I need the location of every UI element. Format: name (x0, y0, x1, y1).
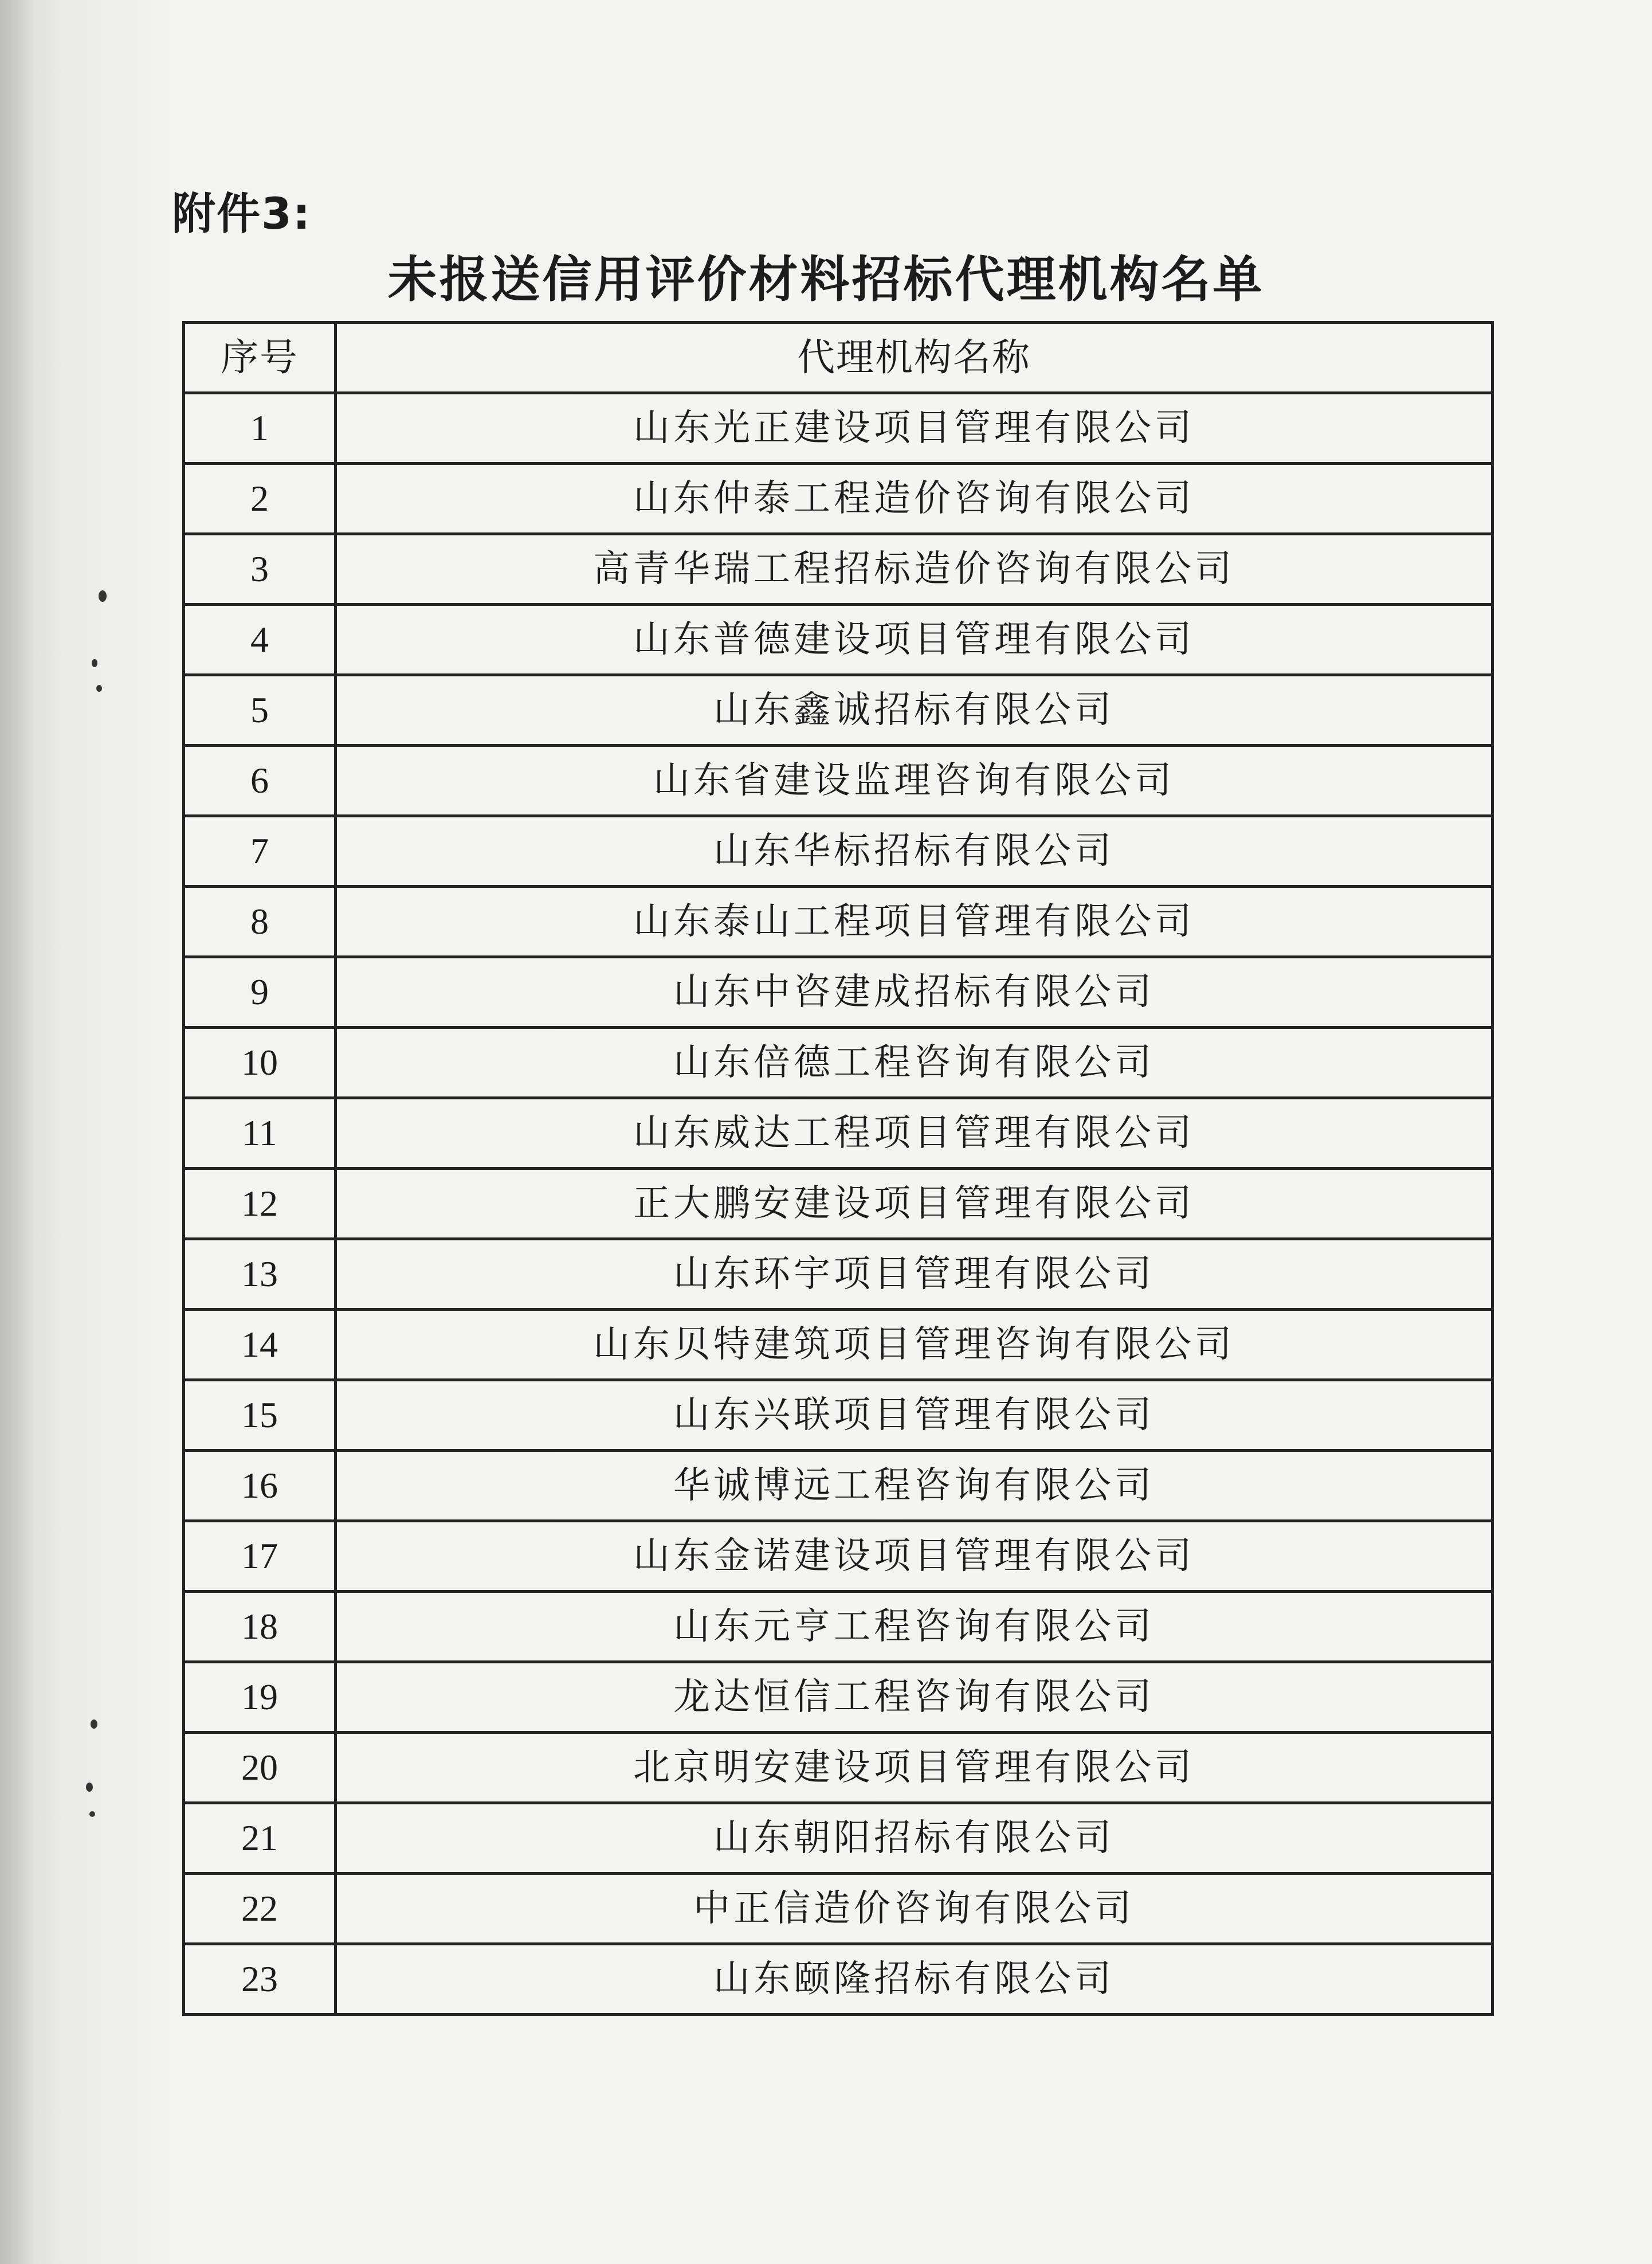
paper-speck (96, 685, 102, 692)
table-row (184, 1521, 1493, 1592)
row-index: 12 (184, 1169, 336, 1239)
table-row (184, 1944, 1493, 2015)
agency-name: 山东颐隆招标有限公司 (336, 1944, 1493, 2015)
agency-name: 山东朝阳招标有限公司 (336, 1803, 1493, 1874)
row-index: 19 (184, 1662, 336, 1733)
attachment-label: 附件3: (172, 188, 312, 239)
row-index: 6 (184, 746, 336, 816)
table-row (184, 1098, 1493, 1169)
row-index: 10 (184, 1028, 336, 1098)
table-row (184, 534, 1493, 605)
table-row (184, 1592, 1493, 1662)
agency-name: 山东省建设监理咨询有限公司 (336, 746, 1493, 816)
row-index: 3 (184, 534, 336, 605)
table-row (184, 1803, 1493, 1874)
row-index: 11 (184, 1098, 336, 1169)
agency-name: 山东光正建设项目管理有限公司 (336, 393, 1493, 464)
agency-name: 北京明安建设项目管理有限公司 (336, 1733, 1493, 1803)
row-index: 16 (184, 1451, 336, 1521)
table-row (184, 1380, 1493, 1451)
paper-speck (99, 590, 107, 602)
row-index: 18 (184, 1592, 336, 1662)
table-header-row (184, 323, 1493, 393)
header-index: 序号 (184, 323, 336, 393)
table-row (184, 1310, 1493, 1380)
row-index: 20 (184, 1733, 336, 1803)
header-agency-name: 代理机构名称 (336, 323, 1493, 393)
agency-table (182, 321, 1494, 2016)
agency-name: 山东环宇项目管理有限公司 (336, 1239, 1493, 1310)
agency-name: 高青华瑞工程招标造价咨询有限公司 (336, 534, 1493, 605)
table-row (184, 1874, 1493, 1944)
table-row (184, 816, 1493, 887)
agency-name: 山东金诺建设项目管理有限公司 (336, 1521, 1493, 1592)
agency-name: 山东威达工程项目管理有限公司 (336, 1098, 1493, 1169)
agency-name: 华诚博远工程咨询有限公司 (336, 1451, 1493, 1521)
table-row (184, 1733, 1493, 1803)
agency-name: 山东中咨建成招标有限公司 (336, 957, 1493, 1028)
row-index: 9 (184, 957, 336, 1028)
row-index: 8 (184, 887, 336, 957)
row-index: 22 (184, 1874, 336, 1944)
row-index: 15 (184, 1380, 336, 1451)
agency-name: 山东泰山工程项目管理有限公司 (336, 887, 1493, 957)
agency-name: 山东兴联项目管理有限公司 (336, 1380, 1493, 1451)
row-index: 5 (184, 675, 336, 746)
agency-name: 山东仲泰工程造价咨询有限公司 (336, 464, 1493, 534)
paper-speck (91, 1719, 97, 1729)
table-row (184, 957, 1493, 1028)
agency-name: 山东倍德工程咨询有限公司 (336, 1028, 1493, 1098)
agency-name: 山东鑫诚招标有限公司 (336, 675, 1493, 746)
paper-speck (89, 1811, 95, 1817)
row-index: 17 (184, 1521, 336, 1592)
row-index: 7 (184, 816, 336, 887)
agency-name: 龙达恒信工程咨询有限公司 (336, 1662, 1493, 1733)
document-title: 未报送信用评价材料招标代理机构名单 (387, 251, 1265, 308)
table-row (184, 1451, 1493, 1521)
table-row (184, 605, 1493, 675)
row-index: 1 (184, 393, 336, 464)
table-row (184, 464, 1493, 534)
agency-name: 山东元亨工程咨询有限公司 (336, 1592, 1493, 1662)
agency-rows (184, 393, 1493, 2015)
table-row (184, 1169, 1493, 1239)
row-index: 4 (184, 605, 336, 675)
row-index: 2 (184, 464, 336, 534)
agency-name: 山东贝特建筑项目管理咨询有限公司 (336, 1310, 1493, 1380)
table-row (184, 675, 1493, 746)
table-row (184, 1028, 1493, 1098)
agency-name: 山东普德建设项目管理有限公司 (336, 605, 1493, 675)
table-row (184, 1662, 1493, 1733)
agency-name: 山东华标招标有限公司 (336, 816, 1493, 887)
paper-edge-shadow (0, 0, 34, 2264)
table-row (184, 887, 1493, 957)
table-row (184, 746, 1493, 816)
paper-speck (86, 1783, 93, 1792)
row-index: 23 (184, 1944, 336, 2015)
table-row (184, 393, 1493, 464)
paper-speck (92, 659, 97, 667)
row-index: 13 (184, 1239, 336, 1310)
agency-name: 中正信造价咨询有限公司 (336, 1874, 1493, 1944)
agency-name: 正大鹏安建设项目管理有限公司 (336, 1169, 1493, 1239)
row-index: 21 (184, 1803, 336, 1874)
row-index: 14 (184, 1310, 336, 1380)
table-row (184, 1239, 1493, 1310)
